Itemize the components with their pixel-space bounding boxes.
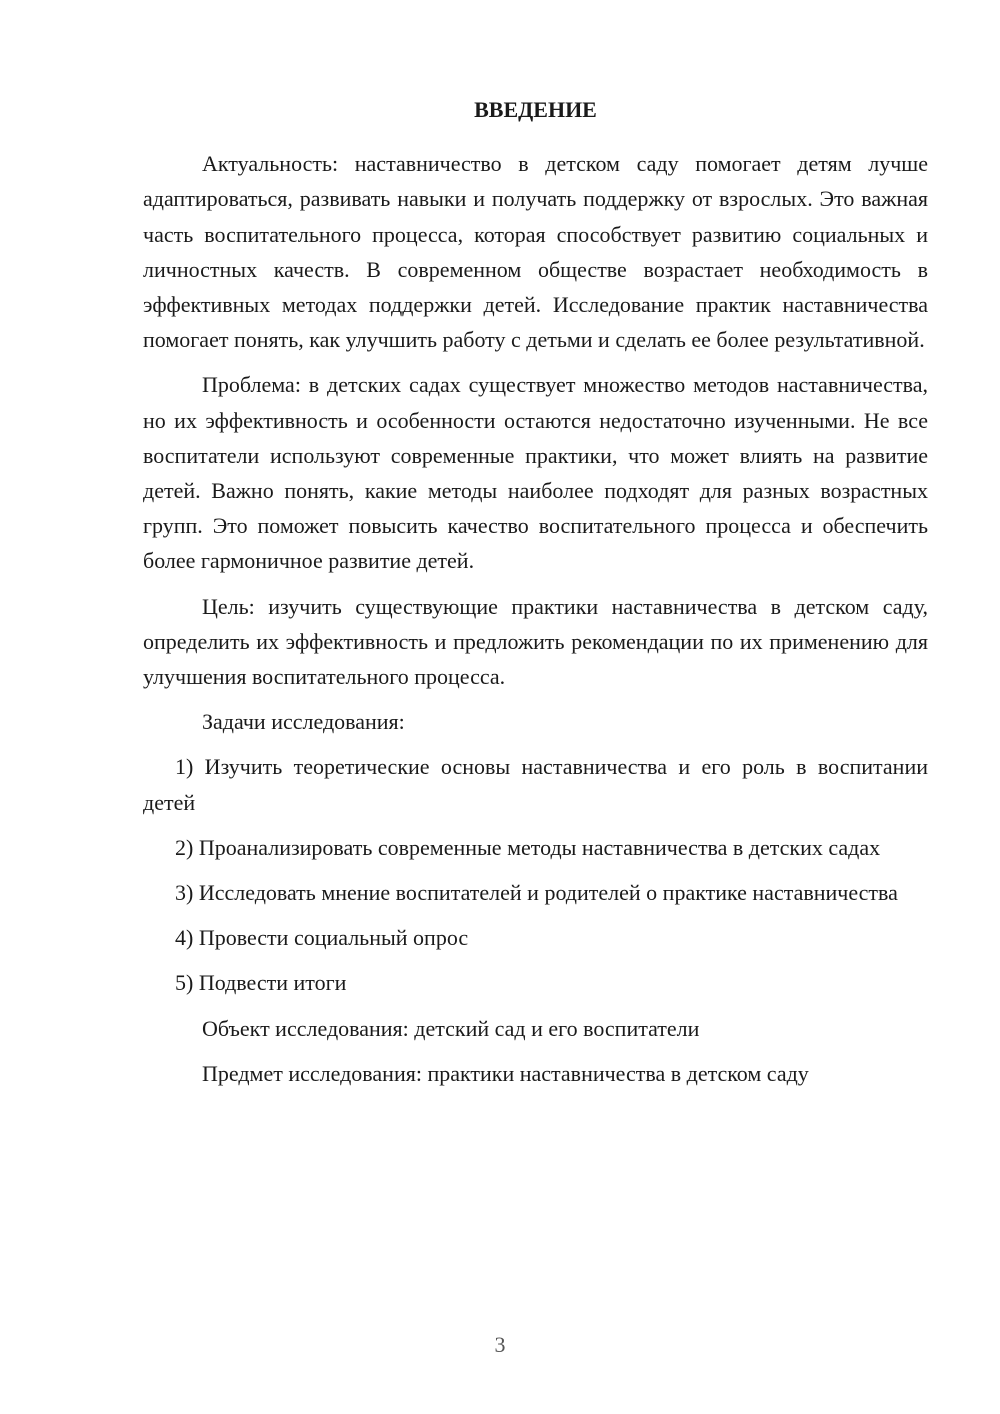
- task-item-2: 2) Проанализировать современные методы наставничества в детских садах: [175, 834, 881, 860]
- tasks-heading: Задачи исследования:: [202, 709, 405, 735]
- research-object: Объект исследования: детский сад и его воспитатели: [202, 1015, 700, 1041]
- section-title: ВВЕДЕНИЕ: [474, 97, 597, 122]
- task-item-1: 1) Изучить теоретические основы наставничества и его роль в воспитании детей: [143, 754, 928, 815]
- task-item-4: 4) Провести социальный опрос: [175, 925, 469, 951]
- problem-paragraph: Проблема: в детских садах существует множество методов наставничества, но их эффективность и особенности остаются недостаточно изученными. Не все воспитатели используют современные практики, что может влиять на развитие детей. Важно понять, какие методы наиболее подходят для разных возрастных групп. Это поможет повысить качество воспитательного процесса и обеспечить более гармоничное развитие детей.: [143, 372, 928, 574]
- task-item-3: 3) Исследовать мнение воспитателей и родителей о практике наставничества: [175, 880, 898, 906]
- research-subject: Предмет исследования: практики наставничества в детском саду: [202, 1060, 809, 1086]
- goal-paragraph: Цель: изучить существующие практики наставничества в детском саду, определить их эффективность и предложить рекомендации по их применению для улучшения воспитательного процесса.: [143, 593, 928, 690]
- task-item-5: 5) Подвести итоги: [175, 970, 347, 996]
- page-number: 3: [494, 1332, 506, 1357]
- document-body: [143, 92, 928, 1101]
- relevance-paragraph: Актуальность: наставничество в детском саду помогает детям лучше адаптироваться, развивать навыки и получать поддержку от взрослых. Это важная часть воспитательного процесса, которая способствует развитию социальных и личностных качеств. В современном обществе возрастает необходимость в эффективных методах поддержки детей. Исследование практик наставничества помогает понять, как улучшить работу с детьми и сделать ее более результативной.: [143, 151, 928, 353]
